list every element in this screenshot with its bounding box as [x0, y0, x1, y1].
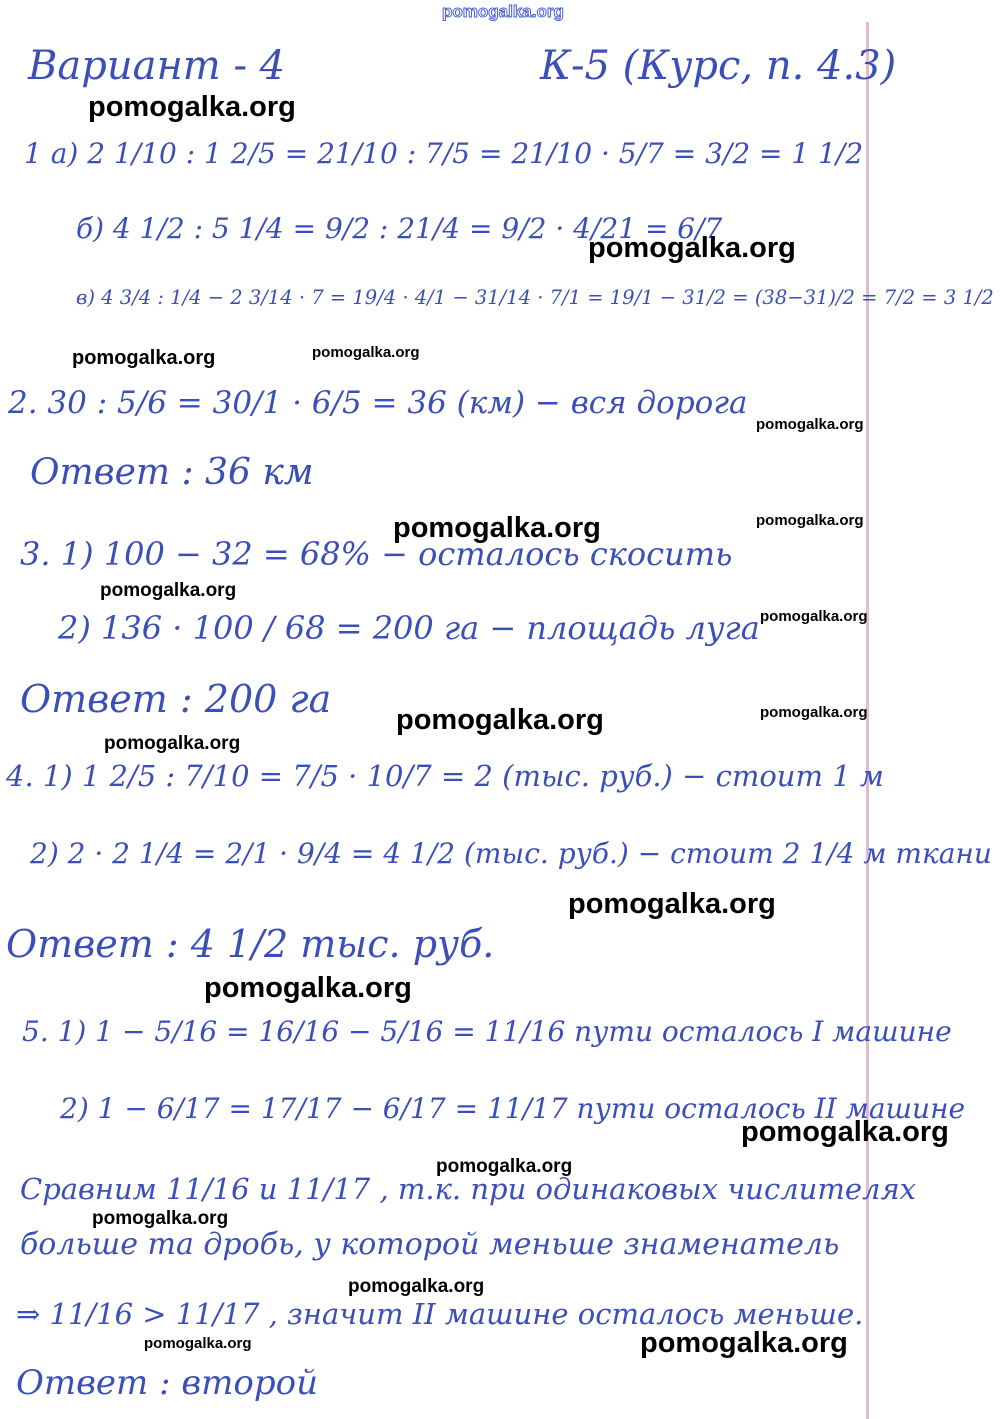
watermark: pomogalka.org	[756, 416, 864, 433]
task2-line: 2. 30 : 5/6 = 30/1 · 6/5 = 36 (км) − вся дорога	[8, 385, 748, 421]
task5-answer: Ответ : второй	[16, 1363, 318, 1403]
watermark: pomogalka.org	[88, 91, 296, 123]
task5-compare-2: больше та дробь, у которой меньше знаменатель	[20, 1227, 840, 1262]
work-code: К-5 (Курс, п. 4.3)	[540, 43, 897, 89]
site-watermark-top: pomogalka.org	[442, 2, 564, 21]
task4-answer: Ответ : 4 1/2 тыс. руб.	[6, 922, 495, 966]
watermark: pomogalka.org	[436, 1156, 573, 1177]
watermark: pomogalka.org	[588, 232, 796, 264]
watermark: pomogalka.org	[348, 1276, 485, 1297]
task3-step1: 3. 1) 100 − 32 = 68% − осталось скосить	[20, 535, 733, 573]
watermark: pomogalka.org	[100, 580, 237, 601]
task4-step1: 4. 1) 1 2/5 : 7/10 = 7/5 · 10/7 = 2 (тыс. руб.) − стоит 1 м	[6, 759, 884, 793]
watermark: pomogalka.org	[568, 888, 776, 920]
task2-answer: Ответ : 36 км	[30, 452, 314, 493]
task1-c-line: в) 4 3/4 : 1/4 − 2 3/14 · 7 = 19/4 · 4/1 − 31/14 · 7/1 = 19/1 − 31/2 = (38−31)/2 = 7/2 = 3 1/2	[76, 286, 994, 309]
watermark: pomogalka.org	[756, 512, 864, 529]
task5-step1: 5. 1) 1 − 5/16 = 16/16 − 5/16 = 11/16 пути осталось I машине	[22, 1015, 952, 1048]
watermark: pomogalka.org	[312, 344, 420, 361]
task1-a-line: 1 а) 2 1/10 : 1 2/5 = 21/10 : 7/5 = 21/10 · 5/7 = 3/2 = 1 1/2	[24, 137, 864, 170]
watermark: pomogalka.org	[741, 1116, 949, 1148]
variant-title: Вариант - 4	[28, 43, 286, 89]
watermark: pomogalka.org	[72, 347, 216, 369]
watermark: pomogalka.org	[396, 704, 604, 736]
watermark: pomogalka.org	[144, 1335, 252, 1352]
watermark: pomogalka.org	[640, 1327, 848, 1359]
task3-answer: Ответ : 200 га	[20, 677, 332, 721]
task3-step2: 2) 136 · 100 / 68 = 200 га − площадь луга	[58, 609, 760, 647]
task4-step2: 2) 2 · 2 1/4 = 2/1 · 9/4 = 4 1/2 (тыс. руб.) − стоит 2 1/4 м ткани	[30, 837, 992, 870]
task5-compare-1: Сравним 11/16 и 11/17 , т.к. при одинаковых числителях	[20, 1172, 917, 1206]
watermark: pomogalka.org	[204, 972, 412, 1004]
watermark: pomogalka.org	[760, 608, 868, 625]
watermark: pomogalka.org	[92, 1208, 229, 1229]
watermark: pomogalka.org	[104, 733, 241, 754]
task5-conclusion: ⇒ 11/16 > 11/17 , значит II машине осталось меньше.	[16, 1297, 864, 1331]
watermark: pomogalka.org	[760, 704, 868, 721]
task1-b-line: б) 4 1/2 : 5 1/4 = 9/2 : 21/4 = 9/2 · 4/21 = 6/7	[76, 212, 723, 245]
watermark: pomogalka.org	[393, 512, 601, 544]
task5-step2: 2) 1 − 6/17 = 17/17 − 6/17 = 11/17 пути осталось II машине	[60, 1092, 966, 1125]
